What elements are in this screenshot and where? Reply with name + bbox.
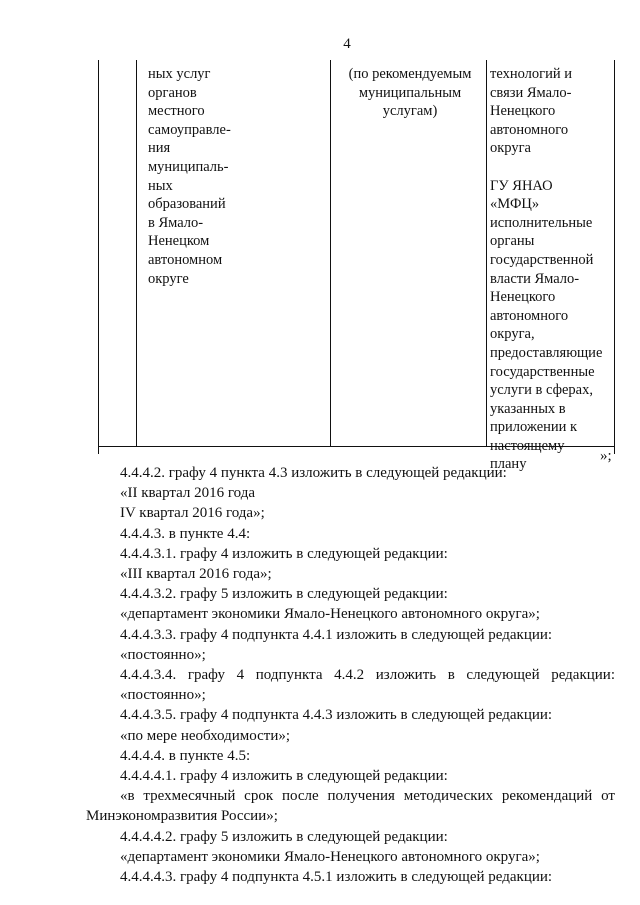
table-cell-col1 [148, 65, 231, 288]
table-cell-line: государственной [490, 251, 594, 268]
text-line: 4.4.4.4.3. графу 4 подпункта 4.5.1 изложить в следующей редакции: [120, 869, 553, 885]
table-cell-line: Ненецкого [490, 103, 556, 120]
table-cell-line: услуги в сферах, [490, 382, 593, 399]
table-cell-line: местного [148, 103, 205, 120]
table-cell-line: Ненецкого [490, 289, 556, 306]
text-line: «департамент экономики Ямало-Ненецкого автономного округа»; [120, 848, 540, 865]
table-cell-line: услугам) [382, 103, 438, 120]
table-cell-line: ных [148, 177, 173, 194]
table-cell-line: автономном [148, 251, 223, 268]
table-cell-line: округе [148, 270, 189, 287]
table-cell-line: муниципальным [358, 84, 462, 101]
table-cell-line: «МФЦ» [490, 196, 540, 213]
text-line: IV квартал 2016 года»; [120, 505, 265, 522]
table-cell-line: округа [490, 140, 531, 157]
table-cell-line: связи Ямало- [490, 84, 572, 101]
text-line: «департамент экономики Ямало-Ненецкого автономного округа»; [120, 606, 540, 623]
page-number: 4 [343, 36, 351, 52]
table-cell-line [490, 158, 602, 177]
text-line: «постоянно»; [120, 646, 206, 663]
table-cell-line: органов [148, 84, 197, 101]
table-border-right [614, 60, 615, 454]
text-line: «в трехмесячный срок после получения методических рекомендаций от [120, 788, 615, 805]
table-cell-line: органы [490, 233, 535, 250]
table-cell-line: муниципаль- [148, 158, 229, 175]
table-cell-line: плану [490, 456, 527, 473]
table-cell-col3 [490, 65, 602, 474]
table-cell-col2 [330, 65, 490, 121]
table-cell-line: власти Ямало- [490, 270, 580, 287]
table-cell-line: в Ямало- [148, 214, 204, 231]
closing-quote-mark: »; [600, 448, 612, 464]
table-border-left [98, 60, 99, 454]
text-line: 4.4.4.3.4. графу 4 подпункта 4.4.2 изложить в следующей редакции: [120, 667, 615, 683]
table-cell-line: самоуправле- [148, 121, 231, 138]
table-cell-line: автономного [490, 307, 569, 324]
text-line: «постоянно»; [120, 687, 206, 704]
text-line: 4.4.4.3.2. графу 5 изложить в следующей редакции: [120, 586, 448, 603]
table-cell-line: указанных в [490, 400, 566, 417]
table-cell-line: технологий и [490, 66, 572, 82]
text-line: «по мере необходимости»; [120, 727, 291, 744]
table-cell-line: округа, [490, 326, 535, 343]
text-line: 4.4.4.3. в пункте 4.4: [120, 525, 251, 542]
table-cell-line: приложении к [490, 419, 578, 436]
table-cell-line: настоящему [490, 437, 565, 454]
text-line: 4.4.4.3.1. графу 4 изложить в следующей редакции: [120, 545, 448, 562]
table-cell-line: автономного [490, 121, 569, 138]
text-line: 4.4.4.4.2. графу 5 изложить в следующей редакции: [120, 828, 448, 845]
text-line: 4.4.4.2. графу 4 пункта 4.3 изложить в следующей редакции: [120, 465, 507, 481]
table-cell-line: ния [148, 140, 171, 157]
table-cell-line: ГУ ЯНАО [490, 177, 553, 194]
text-line: «II квартал 2016 года [120, 485, 256, 502]
text-line: 4.4.4.4. в пункте 4.5: [120, 747, 251, 764]
table-cell-line: государственные [490, 363, 595, 380]
table-cell-line: исполнительные [490, 214, 593, 231]
table-cell-line: образований [148, 196, 226, 213]
table-cell-line: Ненецком [148, 233, 210, 250]
table-divider-1 [136, 60, 137, 446]
table-cell-line: ных услуг [148, 66, 211, 82]
text-line: 4.4.4.4.1. графу 4 изложить в следующей редакции: [120, 768, 448, 784]
text-line: Минэкономразвития России»; [86, 808, 278, 825]
table-cell-line: (по рекомендуемым [348, 66, 472, 82]
text-line: 4.4.4.3.5. графу 4 подпункта 4.4.3 изложить в следующей редакции: [120, 707, 553, 724]
text-line: «III квартал 2016 года»; [120, 566, 272, 582]
text-line: 4.4.4.3.3. графу 4 подпункта 4.4.1 изложить в следующей редакции: [120, 626, 553, 643]
table-cell-line: предоставляющие [490, 344, 603, 361]
